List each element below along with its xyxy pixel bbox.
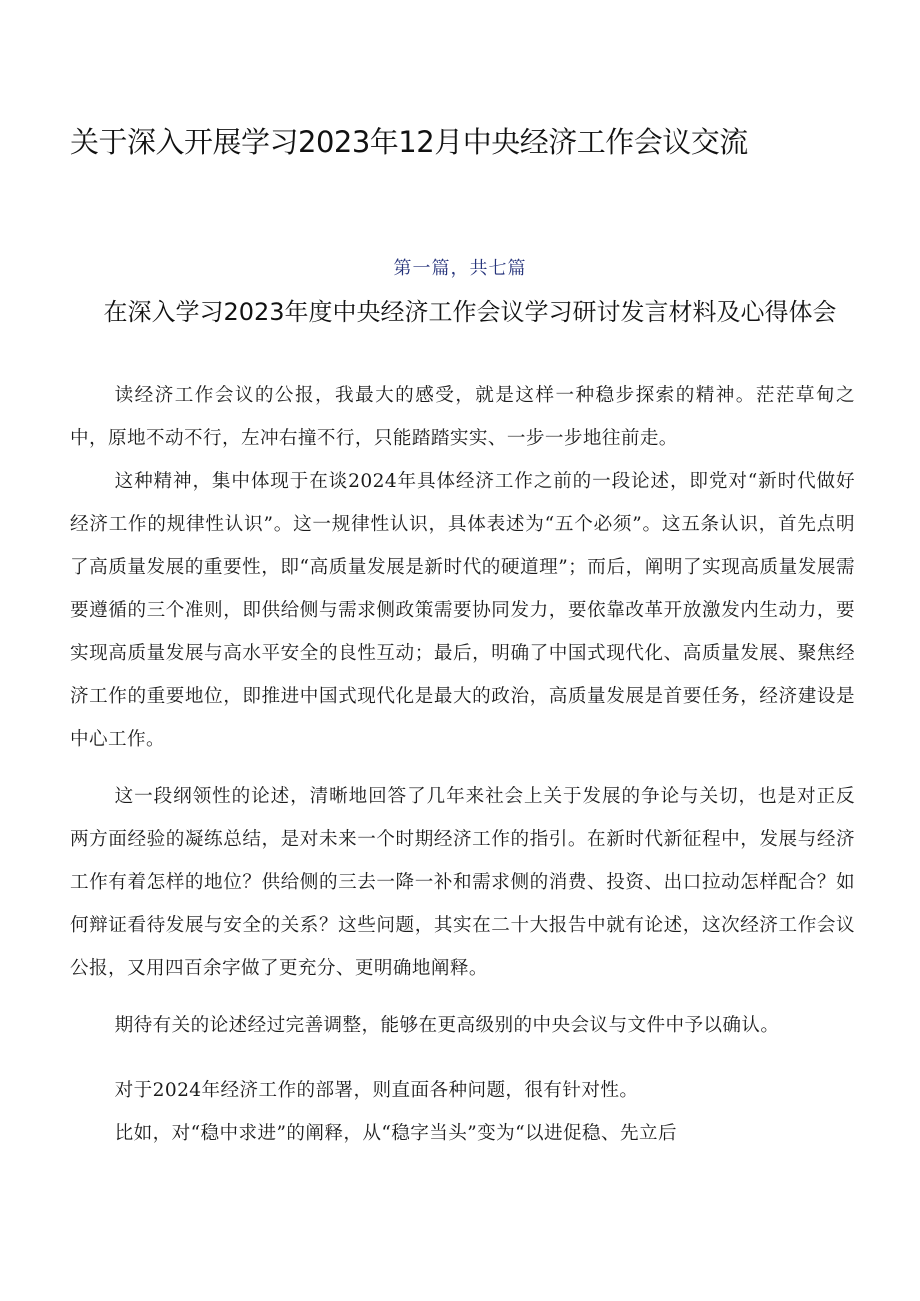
article-body [70,374,855,1155]
paragraph: 对于2024年经济工作的部署，则直面各种问题，很有针对性。 [114,1080,639,1101]
paragraph: 这种精神，集中体现于在谈2024年具体经济工作之前的一段论述，即党对“新时代做好经济工作的规律性认识”。这一规律性认识，具体表述为“五个必须”。这五条认识，首先点明了高质量发展的重要性，即“高质量发展是新时代的硬道理”；而后，阐明了实现高质量发展需要遵循的三个准则，即供给侧与需求侧政策需要协同发力，要依靠改革开放激发内生动力，要实现高质量发展与高水平安全的良性互动；最后，明确了中国式现代化、高质量发展、聚焦经济工作的重要地位，即推进中国式现代化是最大的政治，高质量发展是首要任务，经济建设是中心工作。 [70,471,855,750]
article-title: 在深入学习2023年度中央经济工作会议学习研讨发言材料及心得体会 [103,298,837,326]
paragraph: 读经济工作会议的公报，我最大的感受，就是这样一种稳步探索的精神。茫茫草甸之中，原地不动不行，左冲右撞不行，只能踏踏实实、一步一步地往前走。 [70,385,855,449]
part-label: 第一篇，共七篇 [393,258,527,279]
document-title: 关于深入开展学习2023年12月中央经济工作会议交流 [70,125,748,159]
paragraph: 这一段纲领性的论述，清晰地回答了几年来社会上关于发展的争论与关切，也是对正反两方面经验的凝练总结，是对未来一个时期经济工作的指引。在新时代新征程中，发展与经济工作有着怎样的地位？供给侧的三去一降一补和需求侧的消费、投资、出口拉动怎样配合？如何辩证看待发展与安全的关系？这些问题，其实在二十大报告中就有论述，这次经济工作会议公报，又用四百余字做了更充分、更明确地阐释。 [70,786,855,979]
paragraph: 期待有关的论述经过完善调整，能够在更高级别的中央会议与文件中予以确认。 [114,1015,780,1036]
paragraph: 比如，对“稳中求进”的阐释，从“稳字当头”变为“以进促稳、先立后 [114,1123,677,1144]
